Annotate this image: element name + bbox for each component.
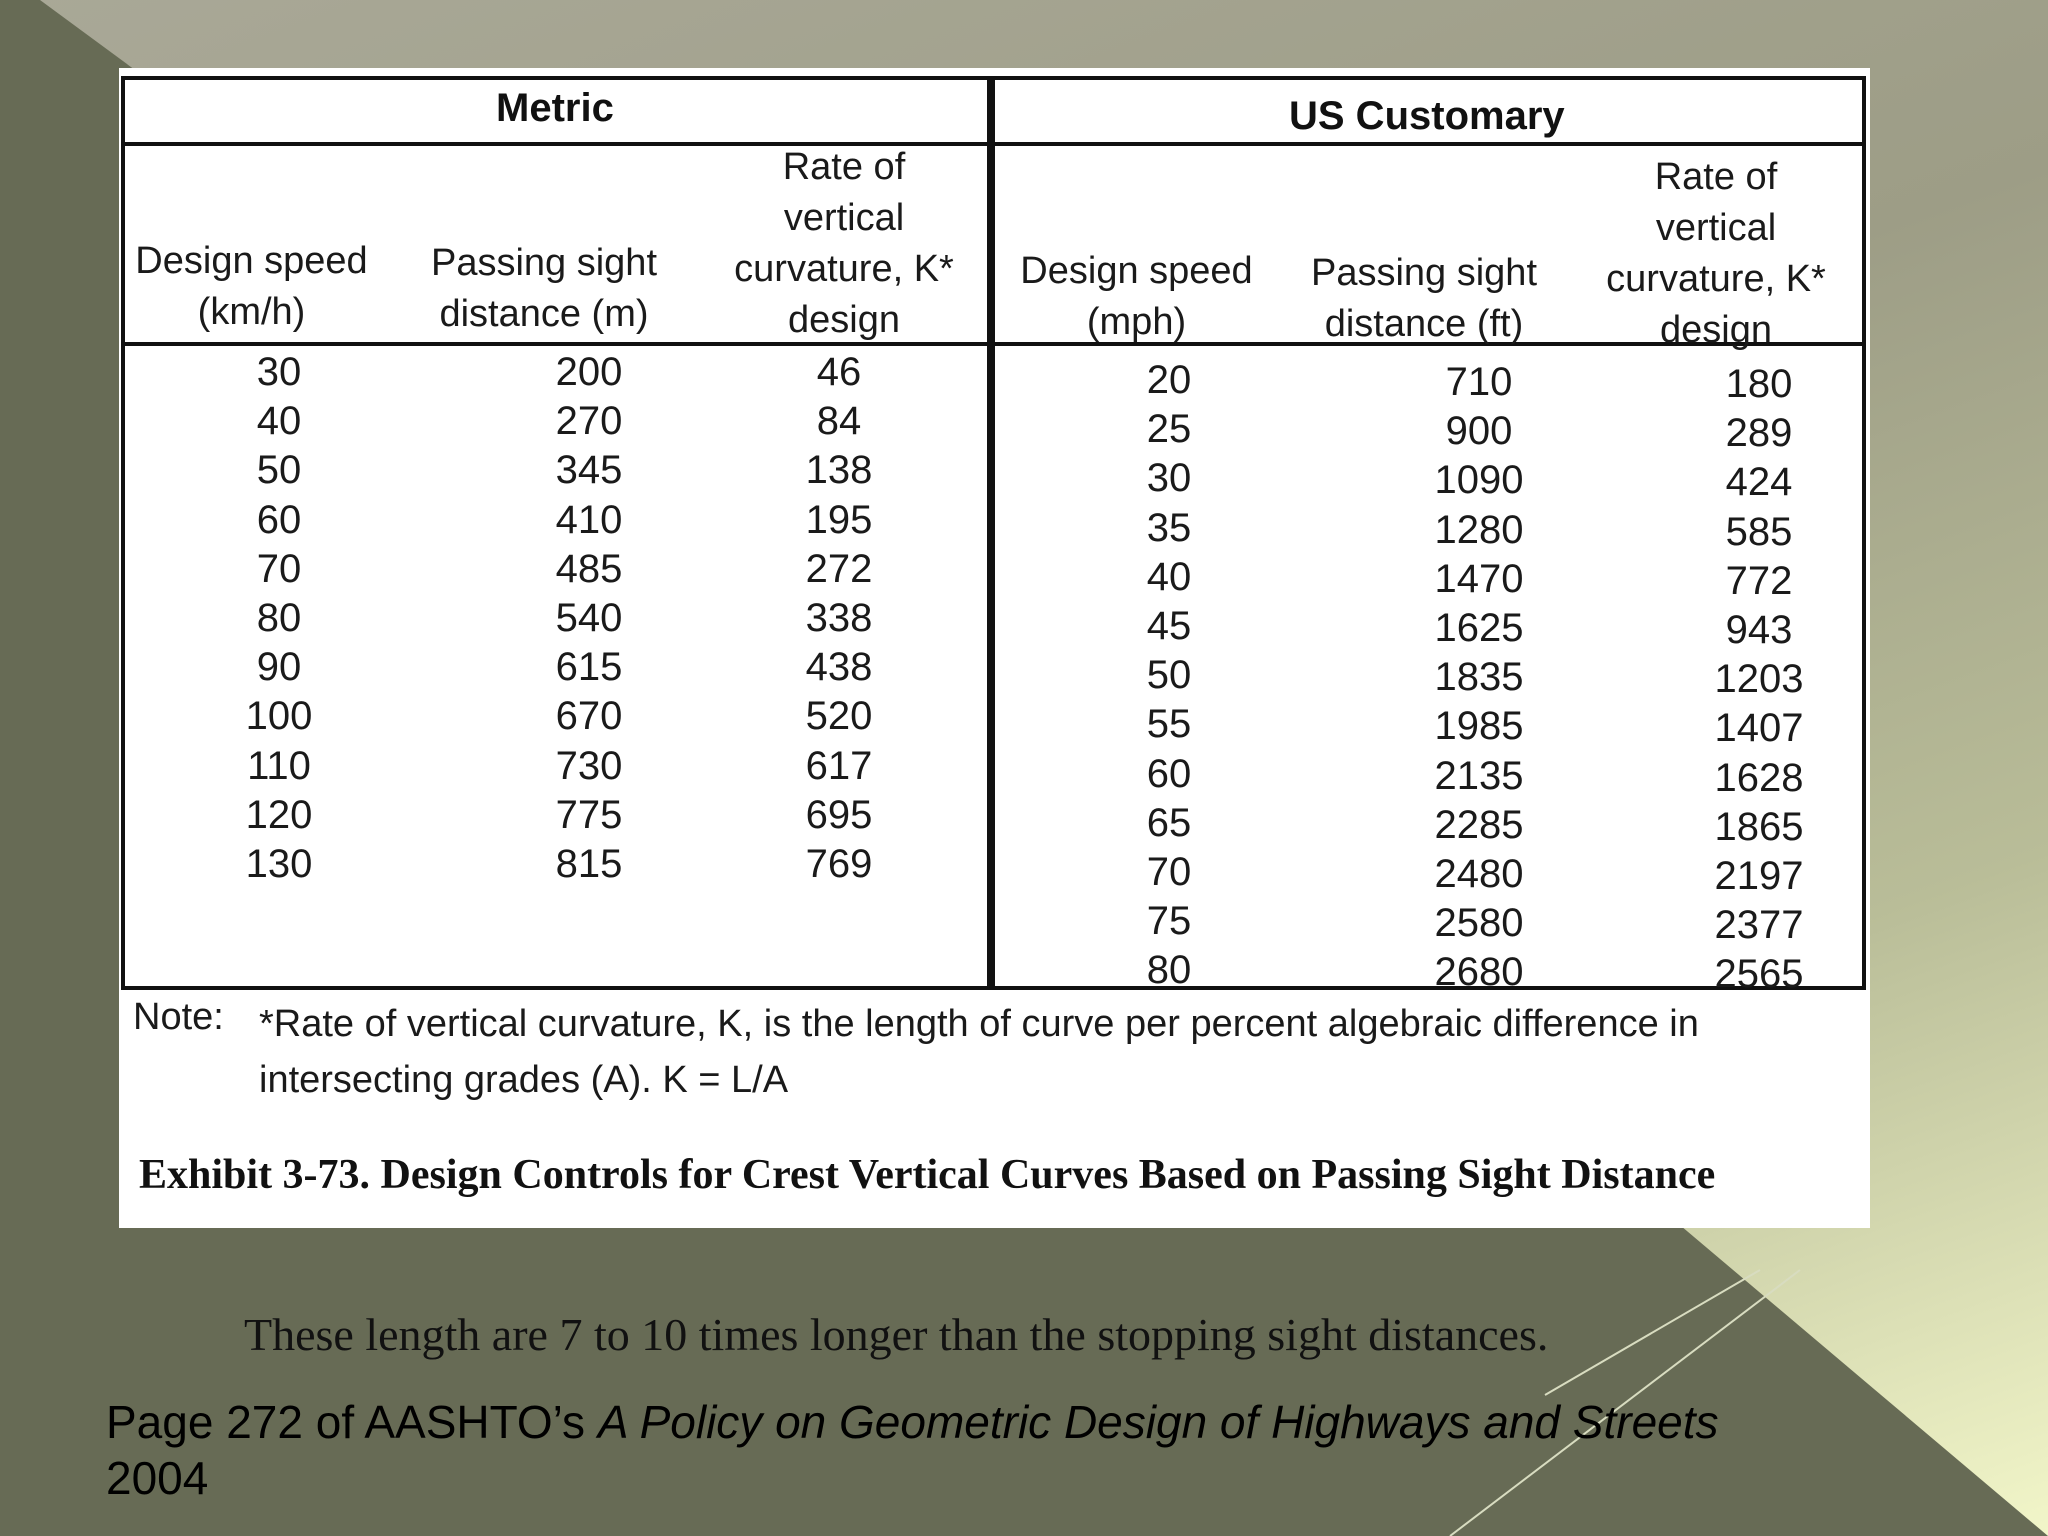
header-line: distance (ft) <box>1324 303 1524 345</box>
note-label: Note: <box>133 996 224 1038</box>
table-cell: 30 <box>1146 456 1192 501</box>
table-cell: 485 <box>555 546 623 591</box>
header-line: (km/h) <box>197 291 306 333</box>
metric-distance-header <box>419 238 669 340</box>
table-cell: 35 <box>1146 505 1192 550</box>
header-line: vertical <box>783 197 905 239</box>
table-cell: 695 <box>805 792 873 837</box>
table-left-rule <box>121 76 125 988</box>
table-cell: 345 <box>555 448 623 493</box>
header-line: (mph) <box>1086 301 1187 343</box>
table-cell: 1628 <box>1714 755 1804 800</box>
table-cell: 1280 <box>1434 507 1524 552</box>
source-prefix: Page 272 of AASHTO’s <box>106 1396 598 1448</box>
table-cell: 90 <box>256 645 302 690</box>
table-cell: 20 <box>1146 358 1192 402</box>
table-cell: 180 <box>1725 362 1793 406</box>
table-cell: 100 <box>245 694 313 739</box>
group-header-rule <box>121 142 1866 146</box>
table-cell: 55 <box>1146 702 1192 747</box>
header-line: vertical <box>1655 207 1777 249</box>
table-cell: 540 <box>555 595 623 640</box>
header-line: Design speed <box>1020 250 1253 292</box>
us-k-column <box>1689 360 1829 999</box>
table-cell: 195 <box>805 497 873 542</box>
header-line: Rate of <box>1654 156 1778 198</box>
metric-group-title: Metric <box>496 86 614 130</box>
metric-speed-header <box>129 236 374 338</box>
table-cell: 769 <box>805 841 873 886</box>
table-cell: 1203 <box>1714 657 1804 702</box>
table-cell: 585 <box>1725 509 1793 554</box>
table-right-rule <box>1862 76 1866 988</box>
table-cell: 410 <box>555 497 623 542</box>
table-cell: 2680 <box>1434 950 1524 995</box>
header-line: distance (m) <box>439 293 649 335</box>
table-cell: 900 <box>1445 409 1513 454</box>
header-line: curvature, K* <box>734 248 954 290</box>
table-bottom-rule <box>121 986 1866 990</box>
metric-distance-column <box>529 348 649 889</box>
table-cell: 50 <box>1146 653 1192 698</box>
us-distance-header <box>1299 248 1549 350</box>
table-cell: 200 <box>555 350 623 394</box>
us-speed-column <box>1119 356 1219 995</box>
table-cell: 138 <box>805 448 873 493</box>
table-cell: 270 <box>555 399 623 444</box>
metric-k-column <box>779 348 899 889</box>
table-cell: 943 <box>1725 607 1793 652</box>
table-center-rule <box>987 76 995 988</box>
note-text <box>259 996 1859 1108</box>
source-year: 2004 <box>106 1452 209 1504</box>
table-cell: 30 <box>256 350 302 394</box>
table-cell: 46 <box>816 350 862 394</box>
table-cell: 75 <box>1146 899 1192 944</box>
table-cell: 65 <box>1146 800 1192 845</box>
table-cell: 40 <box>1146 554 1192 599</box>
source-title: A Policy on Geometric Design of Highways and Streets <box>597 1396 1719 1448</box>
table-cell: 45 <box>1146 603 1192 648</box>
table-cell: 1985 <box>1434 704 1524 749</box>
table-cell: 775 <box>555 792 623 837</box>
us-distance-column <box>1409 358 1549 997</box>
table-cell: 1470 <box>1434 556 1524 601</box>
table-cell: 1407 <box>1714 706 1804 751</box>
exhibit-caption: Exhibit 3-73. Design Controls for Crest Vertical Curves Based on Passing Sight Distance <box>139 1152 1716 1198</box>
table-cell: 25 <box>1146 407 1192 452</box>
us-speed-header <box>1009 246 1264 348</box>
table-cell: 2377 <box>1714 903 1804 948</box>
header-line: design <box>788 299 900 341</box>
table-cell: 2197 <box>1714 853 1804 898</box>
metric-k-header <box>719 142 969 346</box>
table-cell: 1090 <box>1434 458 1524 503</box>
table-cell: 50 <box>256 448 302 493</box>
table-cell: 272 <box>805 546 873 591</box>
metric-speed-column <box>209 348 349 889</box>
table-cell: 338 <box>805 595 873 640</box>
table-cell: 80 <box>1146 948 1192 993</box>
table-cell: 130 <box>245 841 313 886</box>
table-cell: 120 <box>245 792 313 837</box>
table-cell: 60 <box>1146 751 1192 796</box>
table-cell: 710 <box>1445 360 1513 404</box>
table-cell: 424 <box>1725 460 1793 505</box>
header-line: Passing sight <box>430 242 657 284</box>
table-cell: 730 <box>555 743 623 788</box>
table-cell: 2480 <box>1434 851 1524 896</box>
table-cell: 70 <box>256 546 302 591</box>
slide-statement: These length are 7 to 10 times longer than the stopping sight distances. <box>244 1309 1549 1360</box>
table-cell: 70 <box>1146 849 1192 894</box>
table-cell: 815 <box>555 841 623 886</box>
header-line: curvature, K* <box>1606 258 1826 300</box>
table-cell: 438 <box>805 645 873 690</box>
table-cell: 2285 <box>1434 802 1524 847</box>
us-k-header <box>1591 152 1841 356</box>
table-cell: 110 <box>247 743 311 788</box>
table-cell: 289 <box>1725 411 1793 456</box>
source-citation <box>106 1394 2006 1506</box>
table-cell: 2565 <box>1714 952 1804 997</box>
header-line: Design speed <box>135 240 368 282</box>
table-cell: 84 <box>816 399 862 444</box>
header-line: design <box>1660 309 1772 351</box>
table-cell: 2580 <box>1434 901 1524 946</box>
table-cell: 60 <box>256 497 302 542</box>
table-cell: 615 <box>555 645 623 690</box>
table-cell: 1835 <box>1434 655 1524 700</box>
table-cell: 670 <box>555 694 623 739</box>
table-cell: 2135 <box>1434 753 1524 798</box>
note-text-body: *Rate of vertical curvature, K, is the length of curve per percent algebraic difference in intersecting grades (A). K = L/A <box>259 1003 1699 1101</box>
table-cell: 1625 <box>1434 605 1524 650</box>
header-line: Passing sight <box>1310 252 1537 294</box>
table-cell: 520 <box>805 694 873 739</box>
exhibit-table-image <box>119 68 1870 1228</box>
table-cell: 1865 <box>1714 804 1804 849</box>
table-cell: 617 <box>805 743 873 788</box>
us-group-title: US Customary <box>1289 94 1565 138</box>
table-cell: 80 <box>256 595 302 640</box>
table-cell: 772 <box>1725 558 1793 603</box>
table-cell: 40 <box>256 399 302 444</box>
header-line: Rate of <box>782 146 906 188</box>
